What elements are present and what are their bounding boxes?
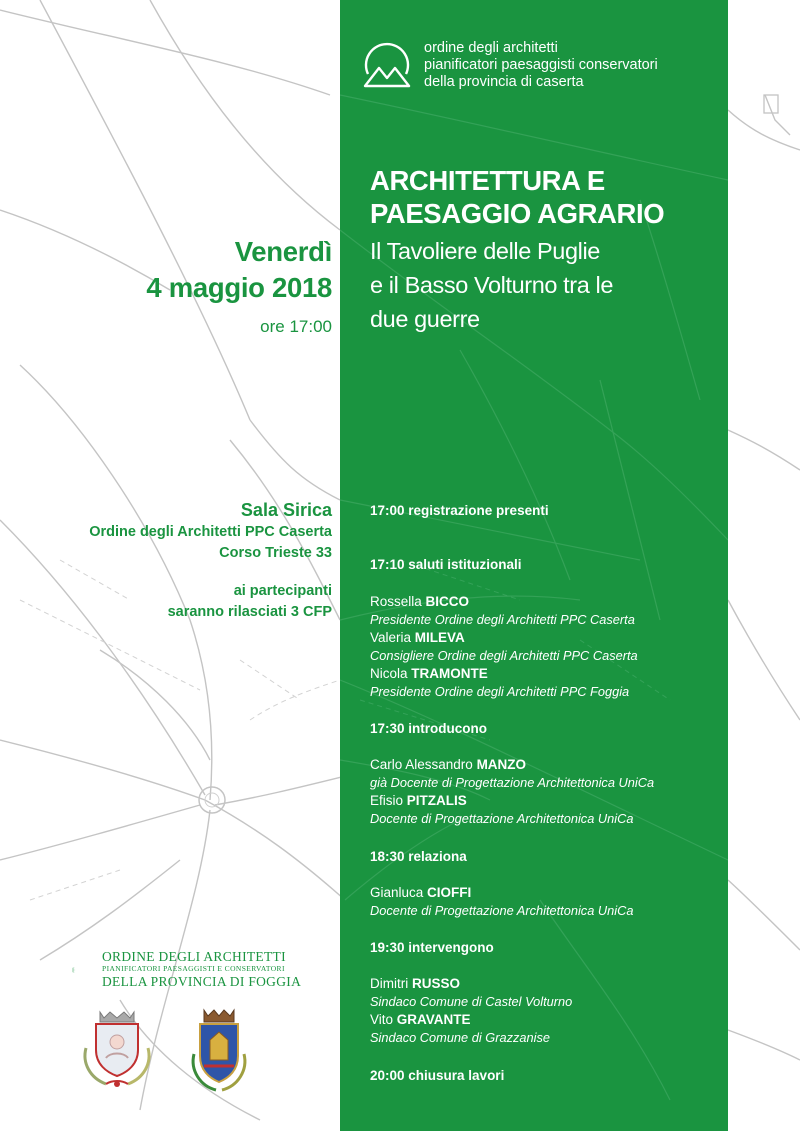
speaker-name: Nicola TRAMONTE: [370, 666, 488, 681]
venue-name: Sala Sirica: [240, 500, 332, 520]
speaker-role: Sindaco Comune di Castel Volturno: [370, 994, 573, 1009]
program-panel: 19:30 intervengono: [370, 940, 494, 955]
venue-line-1: Ordine degli Architetti PPC Caserta: [89, 524, 332, 540]
speaker-name: Rossella BICCO: [370, 594, 470, 609]
organizer-name: [424, 40, 658, 91]
partner-name: [102, 949, 301, 989]
title-line-2: PAESAGGIO AGRARIO: [370, 198, 665, 229]
venue-line-2: Corso Trieste 33: [219, 545, 332, 561]
program-intro: 17:30 introducono: [370, 721, 488, 736]
speaker-name: Gianluca CIOFFI: [370, 885, 472, 900]
event-title: [370, 164, 664, 230]
subtitle-line-2: e il Basso Volturno tra le: [370, 272, 614, 298]
event-date: [146, 234, 332, 340]
subtitle-line-1: Il Tavoliere delle Puglie: [370, 238, 600, 264]
speaker-name: Dimitri RUSSO: [370, 976, 461, 991]
mountain-arc-logo-icon: [362, 38, 412, 90]
program-close: 20:00 chiusura lavori: [370, 1068, 505, 1083]
speaker-name: Valeria MILEVA: [370, 630, 465, 645]
partner-line-3: DELLA PROVINCIA DI FOGGIA: [102, 974, 302, 989]
speaker-role: Docente di Progettazione Architettonica UniCa: [370, 903, 634, 918]
program-registration: 17:00 registrazione presenti: [370, 503, 549, 518]
speaker-role: già Docente di Progettazione Architettonica UniCa: [370, 775, 655, 790]
venue-info: [89, 498, 332, 623]
partner-line-2: PIANIFICATORI PAESAGGISTI E CONSERVATORI: [102, 964, 285, 973]
speaker-role: Presidente Ordine degli Architetti PPC Caserta: [370, 612, 635, 627]
speaker-name: Efisio PITZALIS: [370, 793, 467, 808]
speaker-name: Vito GRAVANTE: [370, 1012, 471, 1027]
date-full: 4 maggio 2018: [146, 272, 332, 303]
speaker-role: Presidente Ordine degli Architetti PPC Foggia: [370, 684, 630, 699]
speaker-role: Consigliere Ordine degli Architetti PPC Caserta: [370, 648, 638, 663]
date-day: Venerdì: [234, 236, 332, 267]
cfp-line-1: ai partecipanti: [233, 583, 332, 599]
program-talk: 18:30 relaziona: [370, 849, 467, 864]
event-subtitle: [370, 234, 613, 336]
speaker-role: Sindaco Comune di Grazzanise: [370, 1030, 550, 1045]
foggia-order-logo-icon: [72, 950, 102, 990]
cfp-line-2: saranno rilasciati 3 CFP: [167, 604, 332, 620]
organizer-line-3: della provincia di caserta: [424, 74, 584, 90]
speaker-name: Carlo Alessandro MANZO: [370, 757, 527, 772]
program-greetings: 17:10 saluti istituzionali: [370, 557, 522, 572]
subtitle-line-3: due guerre: [370, 306, 480, 332]
partner-line-1: ORDINE DEGLI ARCHITETTI: [102, 949, 286, 964]
cfp-note: [89, 581, 332, 623]
grazzanise-crest-icon: [186, 1006, 252, 1094]
organizer-line-1: ordine degli architetti: [424, 40, 558, 56]
date-time: ore 17:00: [260, 317, 332, 336]
title-line-1: ARCHITETTURA E: [370, 165, 605, 196]
castel-volturno-crest-icon: [76, 1008, 158, 1090]
speaker-role: Docente di Progettazione Architettonica UniCa: [370, 811, 634, 826]
organizer-line-2: pianificatori paesaggisti conservatori: [424, 57, 658, 73]
